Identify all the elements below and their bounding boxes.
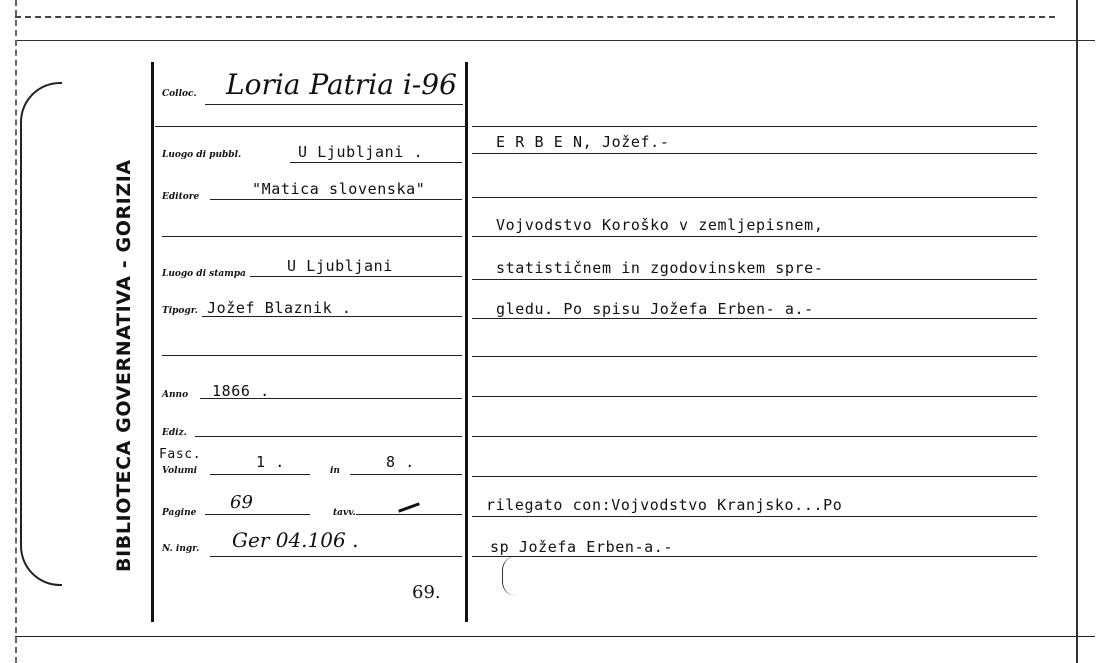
tipografo-line	[202, 316, 462, 317]
right-line-10	[472, 476, 1037, 477]
right-line-12	[472, 556, 1037, 557]
luogo-stampa-line	[250, 276, 462, 277]
anno-line	[200, 398, 462, 399]
right-line-7	[472, 356, 1037, 357]
pagine-value: 69	[230, 492, 253, 513]
title-line-3: gledu. Po spisu Jožefa Erben- a.-	[496, 300, 814, 318]
anno-label: Anno	[162, 390, 189, 400]
tipografo-label: Tipogr.	[162, 306, 198, 316]
page-note: 69.	[412, 582, 441, 603]
note-line-1: rilegato con:Vojvodstvo Kranjsko...Po	[486, 496, 843, 514]
in-label: in	[330, 466, 340, 476]
luogo-pubbl-value: U Ljubljani .	[298, 143, 424, 161]
pagine-label: Pagine	[162, 508, 197, 518]
ediz-label: Ediz.	[162, 428, 187, 438]
n-ingr-label: N. ingr.	[162, 544, 200, 554]
right-line-5	[472, 279, 1037, 280]
n-ingr-value: Ger 04.106 .	[232, 528, 359, 552]
tipografo-line-2	[162, 355, 462, 356]
right-line-9	[472, 436, 1037, 437]
punch-hole-mark	[20, 82, 62, 586]
card-bottom-border	[15, 636, 1095, 637]
collocazione-label: Colloc.	[162, 89, 197, 99]
luogo-pubbl-line	[290, 162, 462, 163]
right-line-3	[472, 197, 1037, 198]
editore-value: "Matica slovenska"	[252, 180, 426, 198]
editore-line	[210, 199, 462, 200]
luogo-pubbl-label: Luogo di pubbl.	[162, 150, 242, 160]
clip-mark	[502, 556, 517, 596]
library-title: BIBLIOTECA GOVERNATIVA - GORIZIA	[113, 159, 135, 572]
luogo-stampa-value: U Ljubljani	[287, 257, 393, 275]
anno-value: 1866 .	[212, 382, 270, 400]
card-top-border	[15, 40, 1095, 41]
title-line-2: statističnem in zgodovinskem spre-	[496, 259, 824, 277]
right-line-8	[472, 396, 1037, 397]
in-value: 8 .	[386, 453, 415, 471]
note-line-2: sp Jožefa Erben-a.-	[490, 538, 673, 556]
left-divider-1	[155, 126, 465, 127]
volumi-line	[210, 474, 310, 475]
card-top-edge	[15, 16, 1055, 18]
volumi-value: 1 .	[256, 453, 285, 471]
right-line-4	[472, 236, 1037, 237]
collocazione-line	[205, 104, 463, 105]
right-line-1	[472, 126, 1037, 127]
luogo-stampa-label: Luogo di stampa	[162, 269, 246, 279]
title-line-1: Vojvodstvo Koroško v zemljepisnem,	[496, 216, 824, 234]
right-line-11	[472, 516, 1037, 517]
right-line-6	[472, 318, 1037, 319]
editore-label: Editore	[162, 192, 200, 202]
center-column-rule	[465, 62, 468, 622]
editore-line-2	[162, 236, 462, 237]
ediz-line	[195, 436, 462, 437]
pagine-line	[205, 514, 310, 515]
right-line-2	[472, 153, 1037, 154]
card-right-edge	[1076, 0, 1078, 663]
tavole-label: tavv.	[333, 508, 356, 518]
tipografo-value: Jožef Blaznik .	[207, 299, 352, 317]
collocazione-value: Loria Patria i-96	[226, 68, 457, 101]
author-heading: E R B E N, Jožef.-	[496, 133, 670, 151]
fasc-label: Fasc.	[159, 447, 202, 462]
tavole-dash-mark	[398, 502, 420, 512]
card-left-edge	[15, 0, 17, 663]
tavole-line	[356, 514, 462, 515]
n-ingr-line	[210, 556, 462, 557]
left-column-rule	[151, 62, 154, 622]
in-line	[350, 474, 462, 475]
volumi-label: Volumi	[162, 466, 198, 476]
